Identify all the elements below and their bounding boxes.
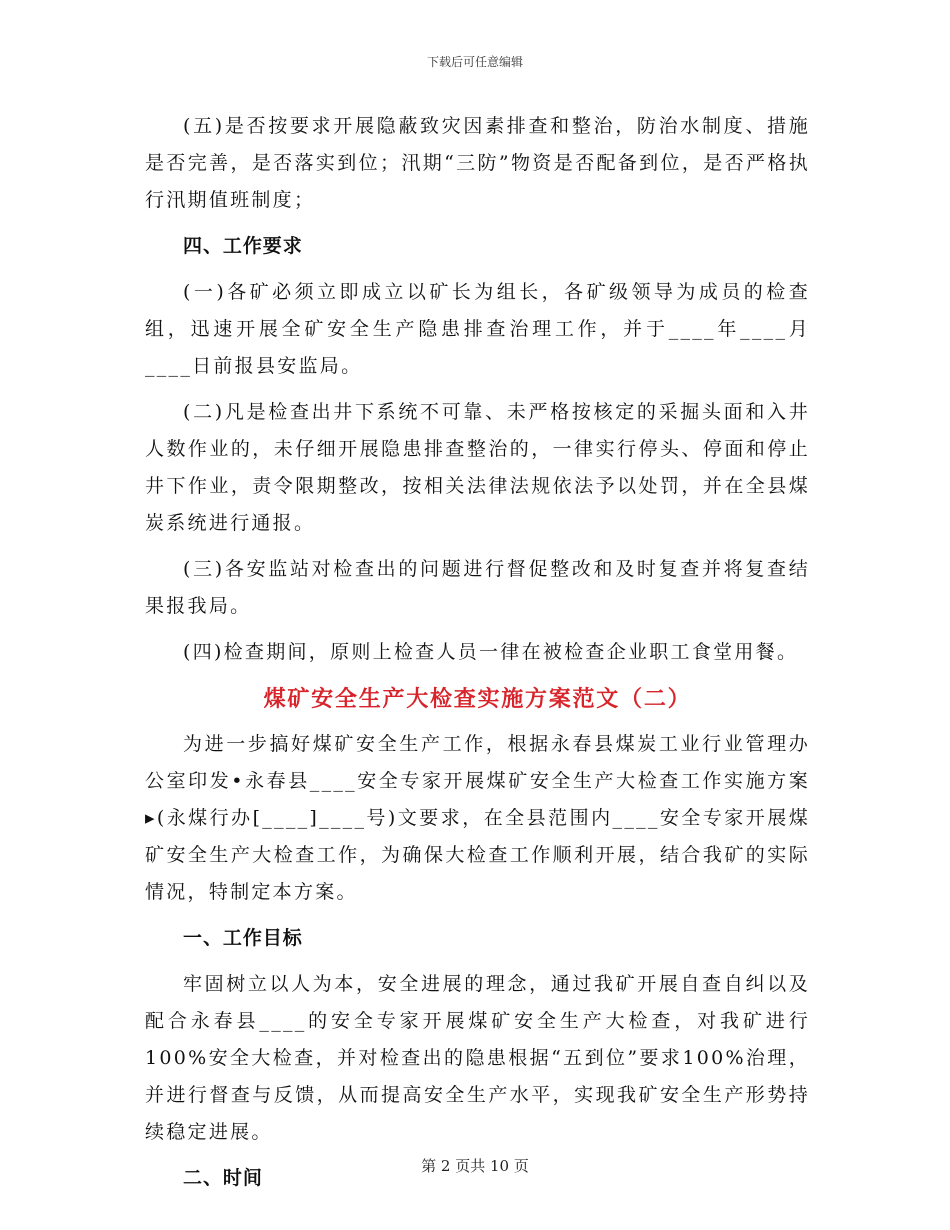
document-body: [145, 108, 810, 1206]
para-goal: 牢固树立以人为本，安全进展的理念，通过我矿开展自查自纠以及配合永春县____的安全专家开展煤矿安全生产大检查，对我矿进行100%安全大检查，并对检查出的隐患根据“五到位”要求100%治理，并进行督查与反馈，从而提高安全生产水平，实现我矿安全生产形势持续稳定进展。: [145, 973, 810, 1143]
heading-work-requirements: 四、工作要求: [183, 235, 303, 257]
section-title: 煤矿安全生产大检查实施方案范文（二）: [263, 687, 692, 712]
para-intro: 为进一步搞好煤矿安全生产工作，根据永春县煤炭工业行业管理办公室印发•永春县____安全专家开展煤矿安全生产大检查工作实施方案▸(永煤行办[____]____号)文要求，在全县范围内____安全专家开展煤矿安全生产大检查工作，为确保大检查工作顺利开展，结合我矿的实际情况，特制定本方案。: [145, 733, 810, 903]
para-five: (五)是否按要求开展隐蔽致灾因素排查和整治，防治水制度、措施是否完善，是否落实到位；汛期“三防”物资是否配备到位，是否严格执行汛期值班制度；: [145, 115, 810, 211]
para-req-1: (一)各矿必须立即成立以矿长为组长，各矿级领导为成员的检查组，迅速开展全矿安全生产隐患排查治理工作，并于____年____月____日前报县安监局。: [145, 281, 810, 377]
heading-work-goal: 一、工作目标: [183, 927, 303, 949]
page-footer: 第 2 页共 10 页: [421, 1157, 529, 1175]
para-req-3: (三)各安监站对检查出的问题进行督促整改和及时复查并将复查结果报我局。: [145, 558, 810, 617]
para-req-2: (二)凡是检查出井下系统不可靠、未严格按核定的采掘头面和入井人数作业的，未仔细开展隐患排查整治的，一律实行停头、停面和停止井下作业，责令限期整改，按相关法律法规依法予以处罚，并在全县煤炭系统进行通报。: [145, 401, 810, 534]
page-header: 下载后可任意编辑: [426, 55, 523, 69]
para-req-4: (四)检查期间，原则上检查人员一律在被检查企业职工食堂用餐。: [183, 641, 799, 663]
heading-time: 二、时间: [183, 1167, 263, 1189]
